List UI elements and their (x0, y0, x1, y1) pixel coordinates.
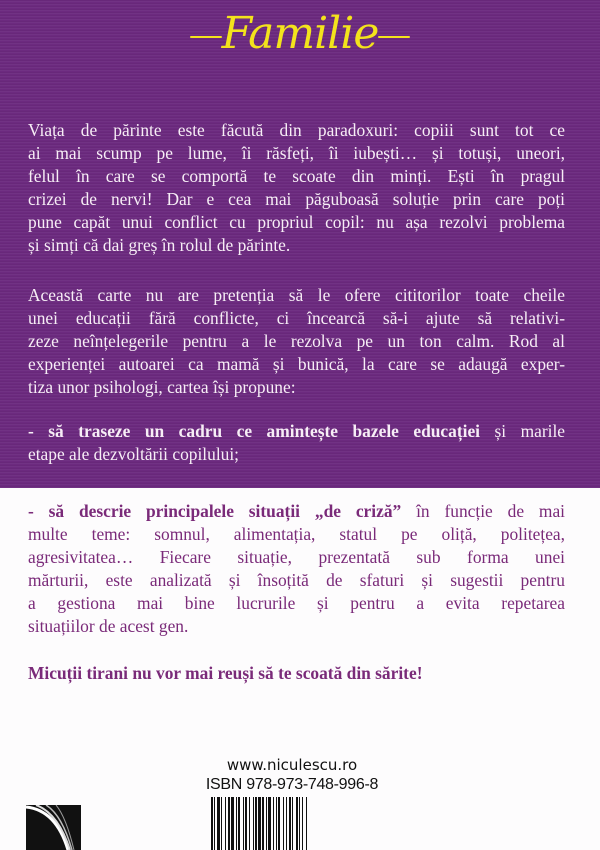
tagline-text: Micuții tirani nu vor mai reuși să te scoată din sărite! (28, 663, 423, 683)
barcode (211, 797, 373, 850)
text-line: etape ale dezvoltării copilului; (28, 444, 240, 464)
text-line: și simți că dai greș în rolul de părinte. (28, 235, 291, 255)
bullet-one (28, 420, 565, 466)
text-line: mărturii, este analizată și însoțită de sfaturi și sugestii pentru (28, 570, 565, 590)
paragraph-description (28, 284, 565, 399)
series-title-text: Familie (221, 8, 379, 59)
series-title (0, 8, 600, 59)
bullet-bold-text: - să traseze un cadru ce amintește bazele educației (28, 421, 481, 441)
text-line: felul în care se comportă te scoate din minți. Ești în pragul (28, 166, 565, 186)
text-line: experienței autoarei ca mamă și bunică, la care se adaugă exper- (28, 354, 565, 374)
publisher-website: www.niculescu.ro (226, 756, 358, 774)
text-line: ai mai scump pe lume, îi răsfeți, îi iubești… și totuși, uneori, (28, 143, 565, 163)
text-line: agresivitatea… Fiecare situație, prezentată sub forma unei (28, 547, 565, 567)
paragraph-intro (28, 119, 565, 257)
text-line: pune capăt unui conflict cu propriul copil: nu așa rezolvi problema (28, 212, 565, 232)
text-line: multe teme: somnul, alimentația, statul pe oliță, politețea, (28, 524, 565, 544)
title-swash-right (378, 36, 410, 38)
bullet-text: în funcție de mai (401, 501, 565, 521)
text-line: a gestiona mai bine lucrurile și pentru a evita repetarea (28, 593, 565, 613)
title-swash-left (190, 36, 222, 38)
text-line: crizei de nervi! Dar e cea mai păguboasă soluție prin care poți (28, 189, 565, 209)
publisher-logo (26, 805, 81, 850)
barcode-bar (307, 797, 309, 850)
text-line: unei educații fără conflicte, ci încearcă să-i ajute să relativi- (28, 308, 565, 328)
tagline (28, 662, 565, 685)
isbn-number: ISBN 978-973-748-996-8 (205, 776, 379, 793)
text-line: Această carte nu are pretenția să le ofere cititorilor toate cheile (28, 285, 565, 305)
bullet-two (28, 500, 565, 638)
text-line: situațiilor de acest gen. (28, 616, 189, 636)
text-line: Viața de părinte este făcută din paradoxuri: copiii sunt tot ce (28, 120, 565, 140)
text-line: tiza unor psihologi, cartea își propune: (28, 377, 296, 397)
text-line: zeze neînțelegerile pentru a le rezolva pe un ton calm. Rod al (28, 331, 565, 351)
bullet-bold-text: - să descrie principalele situații „de criză” (28, 501, 402, 521)
bullet-text: și marile (480, 421, 566, 441)
